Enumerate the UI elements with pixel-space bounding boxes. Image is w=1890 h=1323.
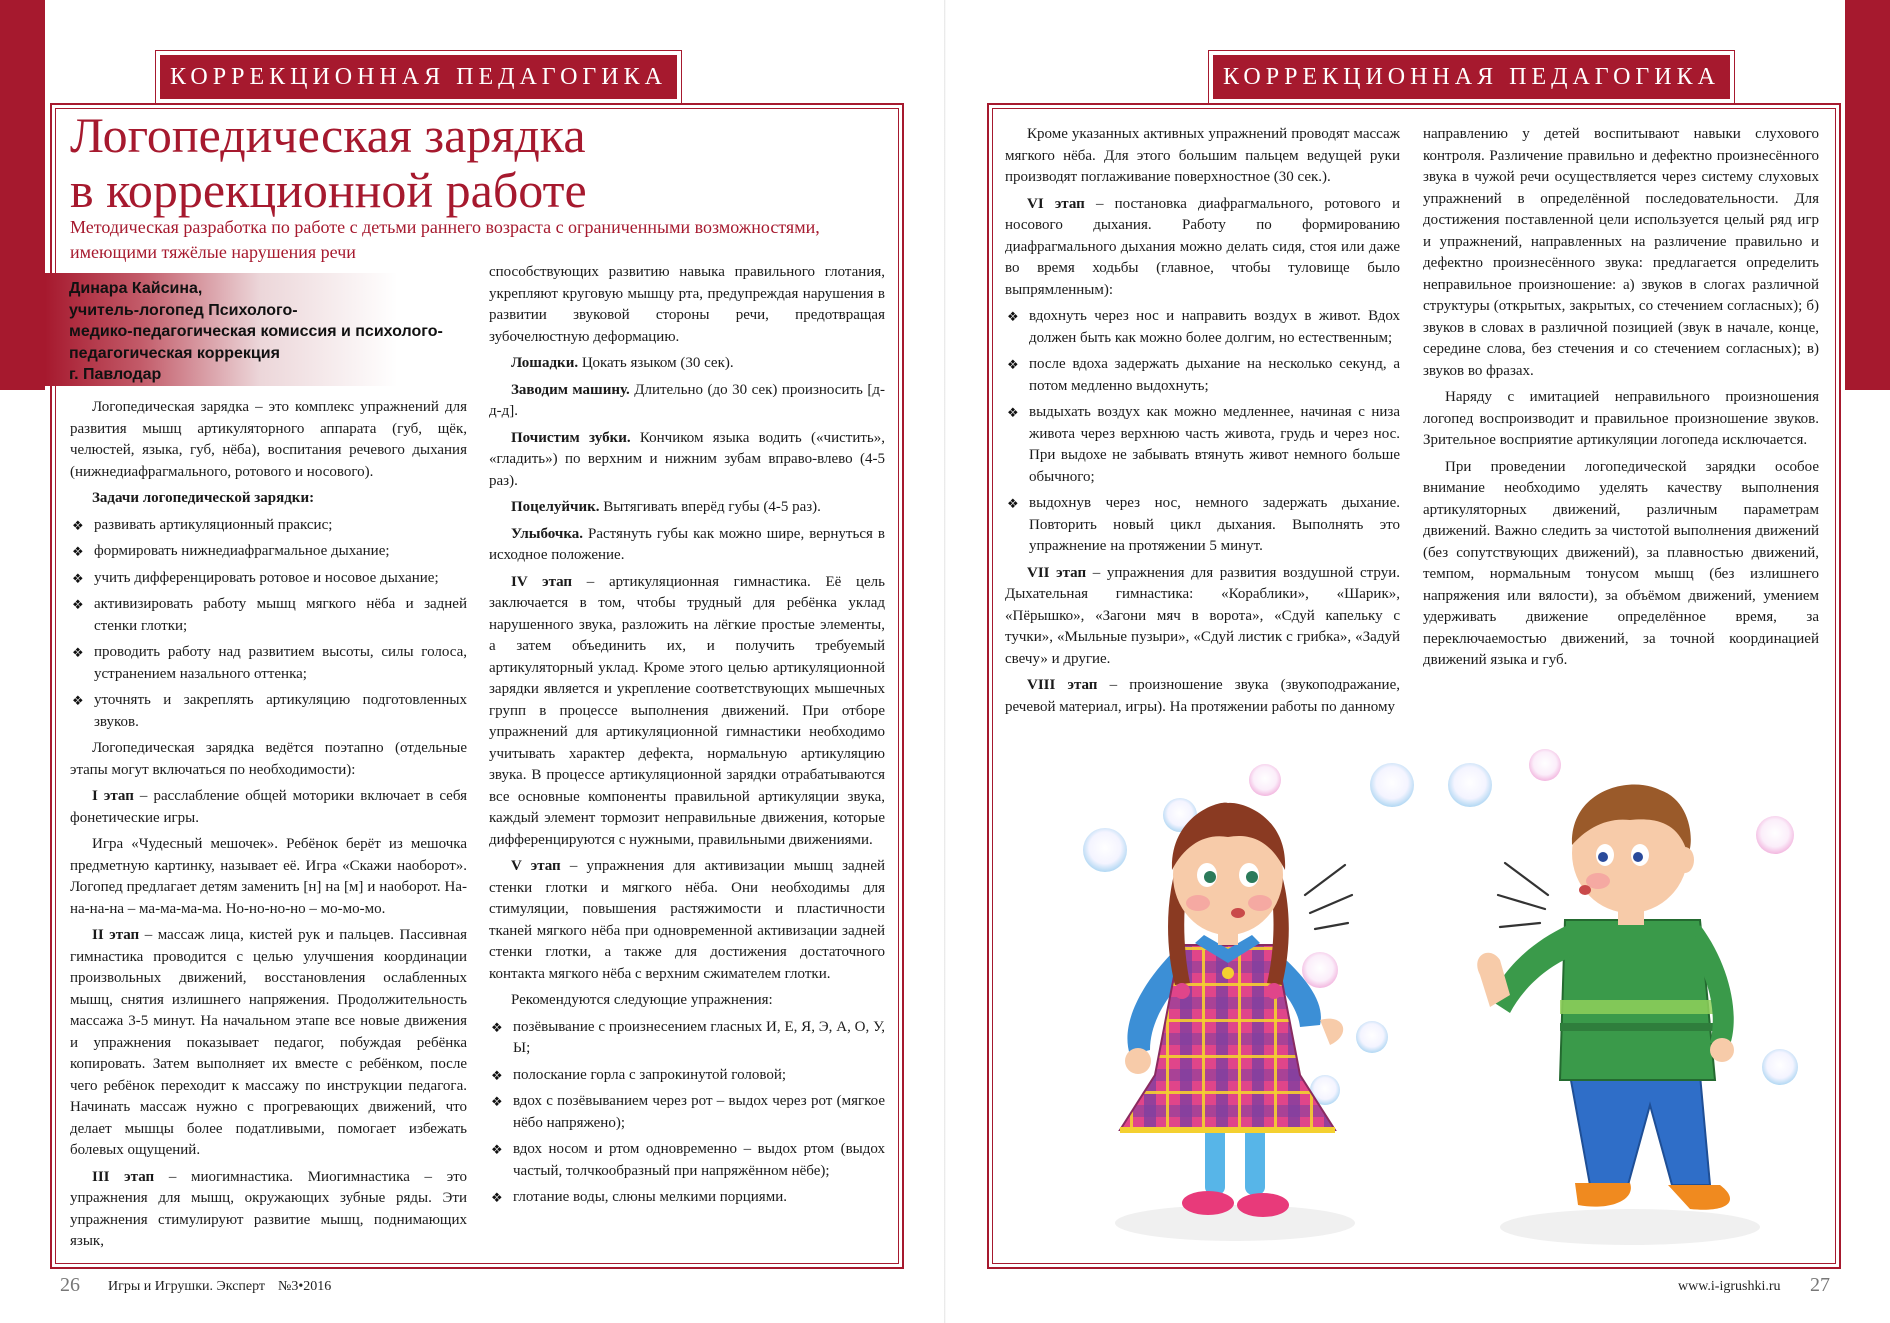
author-position-line-3: педагогическая коррекция [69,344,280,362]
list-item: ❖ учить дифференцировать ротовое и носовое дыхание; [70,568,467,590]
stage-6-paragraph [1005,194,1400,302]
list-item: ❖ глотание воды, слюны мелкими порциями. [489,1187,885,1209]
stage-1-text: – расслабление общей моторики включает в себя фонетические игры. [70,788,467,826]
exercise-teeth-label: Почистим зубки. [511,429,631,446]
right-red-edge-tab [1845,0,1890,390]
exercise-horses-text: Цокать языком (30 сек). [578,355,734,371]
stage-7-label: VII этап [1027,564,1087,581]
stage-2-paragraph [70,925,467,1162]
tasks-heading: Задачи логопедической зарядки: [92,490,315,506]
section-banner-left [155,50,682,104]
left-column-1 [70,397,467,1258]
right-column-1 [1005,124,1400,723]
author-city: г. Павлодар [69,366,162,383]
stage-3-text: – миогимнастика. Миогимнастика – это упражнения для мышц, окружающих зубные ряды. Эти упражнения стимулируют развитие мышц, поднимающих язык, [70,1168,467,1249]
stage-6-text: – постановка диафрагмального, ротового и носового дыхания. Работу по формированию диафрагмального дыхания можно делать сидя, стоя или даже во время ходьбы (главное, чтобы туловище было выпрямленным): [1005,195,1400,298]
games-paragraph: Игра «Чудесный мешочек». Ребёнок берёт из мешочка предметную картинку, называет её. Игра «Скажи наоборот». Логопед предлагает детям заменить [н] на [м] и наоборот. На-на-на-на – ма-ма-ма-ма. Но-но-но-но – мо-мо-мо. [70,836,467,917]
exercise-horses-label: Лошадки. [511,355,579,371]
recommended-intro: Рекомендуются следующие упражнения: [511,992,773,1008]
list-item: ❖ полоскание горла с запрокинутой головой; [489,1065,885,1087]
stage-1-label: I этап [92,788,134,804]
left-column-2 [489,262,885,1214]
issue-number: №3•2016 [278,1279,332,1294]
stage-1-paragraph [70,786,467,829]
intro-paragraph: Логопедическая зарядка – это комплекс упражнений для развития мышц артикуляторного аппарата (губ, щёк, челюстей, языка, губ, нёба), воспитания речевого дыхания (нижнедиафрагмального, ротового и носового). [70,399,467,480]
breathing-list [1005,306,1400,558]
list-item: ❖ проводить работу над развитием высоты, силы голоса, устранением назального оттенка; [70,642,467,685]
boy-figure-icon [1477,785,1734,1210]
stage-4-paragraph [489,572,885,852]
exercise-car-label: Заводим машину. [511,381,630,398]
author-name: Динара Кайсина, [69,280,203,297]
stage-5-text: – упражнения для активизации мышц задней стенки глотки и мягкого нёба. Они необходимы для стимуляции, повышения растяжимости и пластичности тканей мягкого нёба при одновременной активизации задней стенки глотки, а также для достижения достаточного контакта мягкого нёба с верхним сжимателем глотки. [489,858,885,982]
list-item: ❖ развивать артикуляционный праксис; [70,515,467,537]
magazine-name: Игры и Игрушки. Эксперт [108,1279,266,1294]
exercise-car-text: Длительно (до 30 сек) произносить [д-д-д]. [489,381,885,419]
stage-6-label: VI этап [1027,195,1085,212]
exercise-kiss [489,497,885,519]
exercise-kiss-label: Поцелуйчик. [511,499,600,515]
article-title [70,108,670,218]
stage-4-label: IV этап [511,573,573,590]
stage-8-label: VIII этап [1027,677,1098,693]
stage-3-label: III этап [92,1168,155,1185]
auditory-control-paragraph: направлению у детей воспитывают навыки слухового контроля. Различение правильно и дефектно произнесённого звука в чужой речи осуществляется через систему слуховых упражнений в определённой последовательности. Для достижения поставленной цели используется целый ряд игр и упражнений, направленных на различение правильно и дефектно произнесённого звука: предлагается определить неправильное произношение: а) звуков в слогах различной структуры (открытых, закрытых, со стечением согласных); б) звуков в словах в различной позицией (звук в начале, конце, середине слова, без стечения и со стечением согласных); в) звуков во фразах. [1423,126,1819,379]
exercise-car [489,380,885,423]
list-item: ❖ выдохнув через нос, немного задержать дыхание. Повторить новый цикл дыхания. Выполнять это упражнение на протяжении 5 минут. [1005,493,1400,558]
exercise-horses [489,353,885,375]
list-item: ❖ формировать нижнедиафрагмальное дыхание; [70,541,467,563]
imitation-paragraph: Наряду с имитацией неправильного произношения логопед воспроизводит и правильное произношение звуков. Зрительное восприятие артикуляции логопеда исключается. [1423,389,1819,448]
page-spine [944,0,946,1323]
exercise-teeth [489,428,885,493]
left-page-number: 26 [60,1274,80,1296]
stage-3-continuation: способствующих развитию навыка правильного глотания, укрепляют круговую мышцу рта, предупреждая нарушения в развитии звуковой стороны речи, предотвращая зубочелюстную деформацию. [489,264,885,345]
right-column-2 [1423,124,1819,677]
exercises-list [489,1017,885,1209]
exercise-teeth-text: Кончиком языка водить («чистить», «гладить») по верхним и нижним зубам вправо-влево (4-5 раз). [489,429,885,489]
right-page-number: 27 [1810,1274,1830,1296]
section-banner-label: КОРРЕКЦИОННАЯ ПЕДАГОГИКА [1213,55,1730,99]
stage-7-paragraph [1005,563,1400,671]
list-item: ❖ после вдоха задержать дыхание на несколько секунд, а потом медленно выдохнуть; [1005,354,1400,397]
author-position-line-1: учитель-логопед Психолого- [69,301,298,319]
exercise-smile [489,524,885,567]
stage-2-text: – массаж лица, кистей рук и пальцев. Пассивная гимнастика проводится с целью улучшения координации произвольных движений, восстановления ослабленных мышц, снятия излишнего напряжения. Продолжительность массажа 3-5 минут. На начальном этапе все новые движения и упражнения показывает педагог, побуждая ребёнка копировать. Затем выполняет их вместе с ребёнком, после чего ребёнок переходит к массажу по инструкции педагога. Начинать массаж нужно с прогревающих движений, что делает мышцы более податливыми, помогает избежать болевых ощущений. [70,927,468,1158]
stage-8-text: – произношение звука (звукоподражание, речевой материал, игры). На протяжении работы по данному [1005,677,1400,715]
section-banner-label: КОРРЕКЦИОННАЯ ПЕДАГОГИКА [160,55,677,99]
children-blowing-cotton-balls-illustration [1000,745,1840,1265]
list-item: ❖ позёвывание с произнесением гласных И, Е, Я, Э, А, О, У, Ы; [489,1017,885,1060]
stages-intro-paragraph: Логопедическая зарядка ведётся поэтапно (отдельные этапы могут включаться по необходимости): [70,740,467,778]
exercise-kiss-text: Вытягивать вперёд губы (4-5 раз). [599,499,821,515]
blow-lines-icon [1305,863,1548,929]
stage-4-text: – артикуляционная гимнастика. Её цель заключается в том, чтобы трудный для ребёнка уклад нарушенного звука, разложить на лёгкие простые элементы, а затем объединить их, и получить требуемый артикуляторный уклад. Кроме этого целью артикуляционной зарядки является и укрепление соответствующих мышечных групп в процессе выполнения движений. При отборе упражнений для артикуляционной гимнастики необходимо учитывать характер дефекта, нормальную артикуляцию звука. В процессе артикуляционной зарядки отрабатываются все основные компоненты правильной артикуляции звука, каждый элемент тормозит неправильные движения, которые дифференцируются с нужными, правильными движениями. [489,573,885,848]
section-banner-right [1208,50,1735,104]
stage-8-paragraph [1005,675,1400,718]
stage-5-label: V этап [511,858,561,874]
website-url: www.i-igrushki.ru [1678,1279,1781,1294]
stage-2-label: II этап [92,927,140,943]
list-item: ❖ выдыхать воздух как можно медленнее, начиная с низа живота через верхнюю часть живота, грудь и через нос. При выдохе не забывать втянуть живот немного больше обычного; [1005,402,1400,488]
exercise-smile-text: Растянуть губы как можно шире, вернуться в исходное положение. [489,525,885,563]
author-block [45,273,475,386]
tasks-list [70,515,467,734]
left-red-edge-tab [0,0,45,390]
soft-palate-massage-paragraph: Кроме указанных активных упражнений проводят массаж мягкого нёба. Для этого большим пальцем ведущей руки производят поглаживание поверхностное (30 сек.). [1005,126,1400,185]
list-item: ❖ вдохнуть через нос и направить воздух в живот. Вдох должен быть как можно более долгим, но естественным; [1005,306,1400,349]
stage-5-paragraph [489,856,885,985]
list-item: ❖ вдох носом и ртом одновременно – выдох ртом (выдох частый, толчкообразный при напряжённом нёбе); [489,1139,885,1182]
list-item: ❖ уточнять и закреплять артикуляцию подготовленных звуков. [70,690,467,733]
list-item: ❖ активизировать работу мышц мягкого нёба и задней стенки глотки; [70,594,467,637]
author-position-line-2: медико-педагогическая комиссия и психолого- [69,323,443,340]
article-title-line-1: Логопедическая зарядка [70,107,586,163]
quality-paragraph: При проведении логопедической зарядки особое внимание необходимо уделять качеству выполнения артикуляторных движений, различным параметрам движений. Важно следить за чистотой выполнения движений (без сопутствующих движений), за плавностью движений, темпом, нормальным тонусом мышц (без излишнего напряжения или вялости), за объёмом движений, умением удерживать движение определённое время, за переключаемостью движений, за точной координацией движений языка и губ. [1423,458,1819,668]
exercise-smile-label: Улыбочка. [511,525,583,542]
stage-7-text: – упражнения для развития воздушной струи. Дыхательная гимнастика: «Кораблики», «Шарик», «Пёрышко», «Загони мяч в ворота», «Сдуй капельку с тучки», «Мыльные пузыри», «Сдуй листик с грибка», «Задуй свечу» и другие. [1005,564,1400,667]
girl-figure-icon [1120,803,1343,1217]
list-item: ❖ вдох с позёвыванием через рот – выдох через рот (мягкое нёбо напряжено); [489,1091,885,1134]
article-title-line-2: в коррекционной работе [70,162,587,218]
article-subtitle: Методическая разработка по работе с детьми раннего возраста с ограниченными возможностями, имеющими тяжёлые нарушения речи [70,217,820,262]
stage-3-paragraph [70,1167,467,1253]
